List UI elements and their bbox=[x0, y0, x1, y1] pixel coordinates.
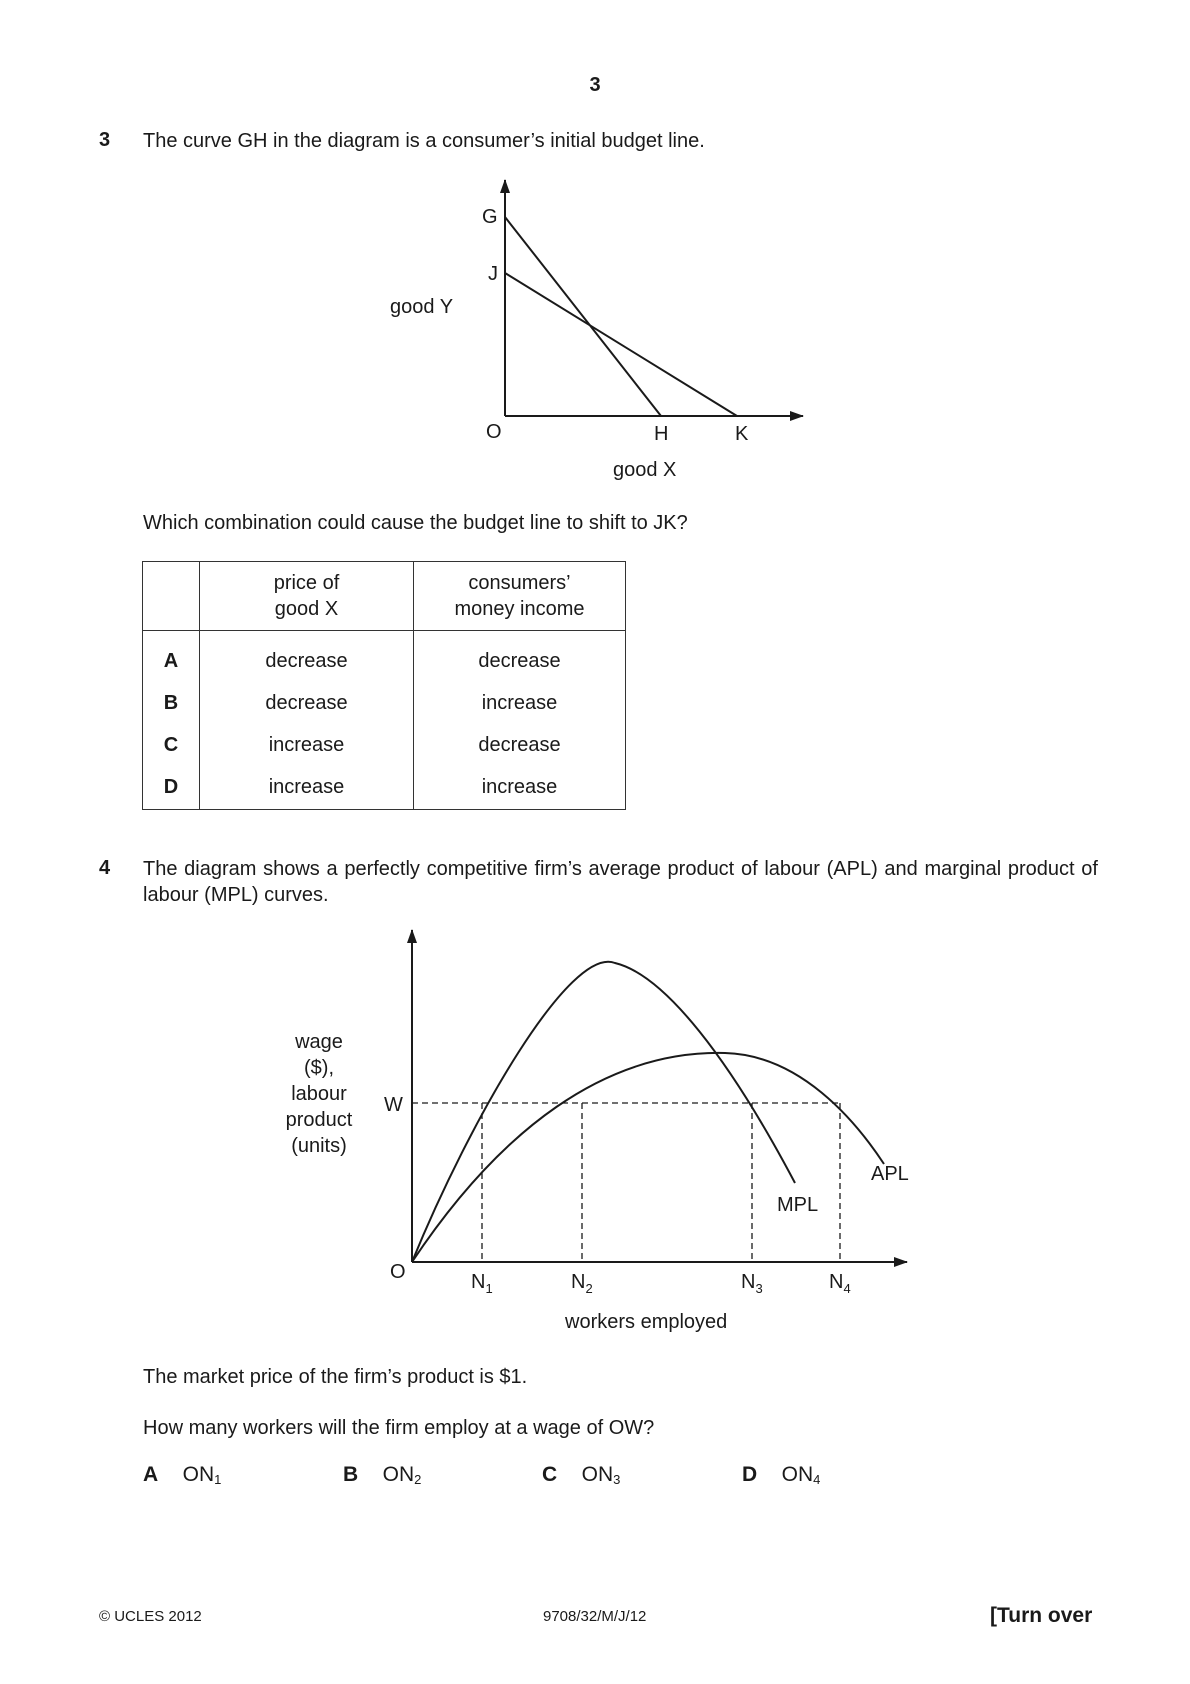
budget-line-diagram bbox=[0, 0, 1190, 500]
row-price: decrease bbox=[200, 683, 414, 725]
tick-n2-label: $N_2$ bbox=[571, 1271, 593, 1296]
apl-curve bbox=[412, 1053, 884, 1262]
mpl-curve bbox=[412, 962, 795, 1262]
header-income-line1: consumers’ bbox=[468, 572, 571, 594]
header-price-line2: good X bbox=[274, 598, 339, 620]
wage-w-label: W bbox=[384, 1094, 403, 1116]
row-price: decrease bbox=[200, 631, 414, 683]
tick-n4-label: $N_4$ bbox=[829, 1271, 851, 1296]
question-4-line2: How many workers will the firm employ at a wage of OW? bbox=[143, 1417, 655, 1439]
header-price-line1: price of bbox=[273, 572, 340, 594]
row-key: B bbox=[143, 683, 200, 725]
answer-key: C bbox=[542, 1463, 558, 1486]
question-3-stem: The curve GH in the diagram is a consumer’s initial budget line. bbox=[143, 130, 705, 152]
row-income: increase bbox=[414, 767, 626, 810]
y-axis-label-line1: wage bbox=[295, 1031, 343, 1053]
point-k-label: K bbox=[735, 423, 749, 445]
point-j-label: J bbox=[488, 263, 498, 285]
y-axis-label-line2: ($), bbox=[304, 1057, 334, 1079]
footer-turn-over: [Turn over bbox=[990, 1604, 1093, 1627]
question-4-stem: The diagram shows a perfectly competitive firm’s average product of labour (APL) and marginal product of labour (MPL) curves. bbox=[143, 858, 1098, 906]
question-3-prompt: Which combination could cause the budget line to shift to JK? bbox=[143, 512, 688, 534]
question-4-line1: The market price of the firm’s product is $1. bbox=[143, 1366, 528, 1388]
table-header-income bbox=[414, 562, 626, 631]
table-header-row bbox=[143, 562, 626, 631]
answer-text: $ON_1$ bbox=[182, 1463, 222, 1487]
y-axis-label: good Y bbox=[390, 296, 454, 318]
footer-copyright: © UCLES 2012 bbox=[99, 1608, 202, 1625]
row-key: A bbox=[143, 631, 200, 683]
row-income: decrease bbox=[414, 725, 626, 767]
row-income: decrease bbox=[414, 631, 626, 683]
answer-option-b[interactable] bbox=[343, 1463, 421, 1487]
tick-n3-label: $N_3$ bbox=[741, 1271, 763, 1296]
budget-line-jk bbox=[505, 273, 737, 416]
page-number: 3 bbox=[589, 74, 601, 96]
header-income-line2: money income bbox=[454, 598, 585, 620]
origin-label: O bbox=[390, 1261, 406, 1283]
y-axis-label-line3: labour bbox=[291, 1083, 347, 1105]
origin-label: O bbox=[486, 421, 502, 443]
row-key: D bbox=[143, 767, 200, 810]
answer-text: $ON_3$ bbox=[581, 1463, 621, 1487]
answer-text: $ON_4$ bbox=[781, 1463, 821, 1487]
answer-key: B bbox=[343, 1463, 359, 1486]
answer-option-c[interactable] bbox=[542, 1463, 620, 1487]
table-row bbox=[143, 767, 626, 810]
table-row bbox=[143, 631, 626, 683]
y-axis-label-line5: (units) bbox=[291, 1135, 347, 1157]
table-header-price bbox=[200, 562, 414, 631]
budget-line-gh bbox=[505, 217, 661, 416]
options-table bbox=[142, 561, 626, 810]
footer-paper-code: 9708/32/M/J/12 bbox=[543, 1608, 647, 1625]
answer-key: D bbox=[742, 1463, 758, 1486]
table-header-empty bbox=[143, 562, 200, 631]
tick-n1-label: $N_1$ bbox=[471, 1271, 493, 1296]
table-row bbox=[143, 725, 626, 767]
point-g-label: G bbox=[482, 206, 498, 228]
row-income: increase bbox=[414, 683, 626, 725]
x-axis-label: good X bbox=[613, 459, 677, 481]
row-price: increase bbox=[200, 767, 414, 810]
row-key: C bbox=[143, 725, 200, 767]
mpl-label: MPL bbox=[777, 1194, 819, 1216]
answer-option-d[interactable] bbox=[742, 1463, 820, 1487]
answer-option-a[interactable] bbox=[143, 1463, 221, 1487]
question-4-number: 4 bbox=[99, 857, 111, 879]
question-3-number: 3 bbox=[99, 129, 111, 151]
apl-label: APL bbox=[871, 1163, 909, 1185]
answer-key: A bbox=[143, 1463, 159, 1486]
point-h-label: H bbox=[654, 423, 669, 445]
y-axis-label-line4: product bbox=[285, 1109, 353, 1131]
table-row bbox=[143, 683, 626, 725]
x-axis-label: workers employed bbox=[565, 1311, 728, 1333]
apl-mpl-diagram bbox=[0, 900, 1190, 1340]
answer-text: $ON_2$ bbox=[382, 1463, 422, 1487]
row-price: increase bbox=[200, 725, 414, 767]
